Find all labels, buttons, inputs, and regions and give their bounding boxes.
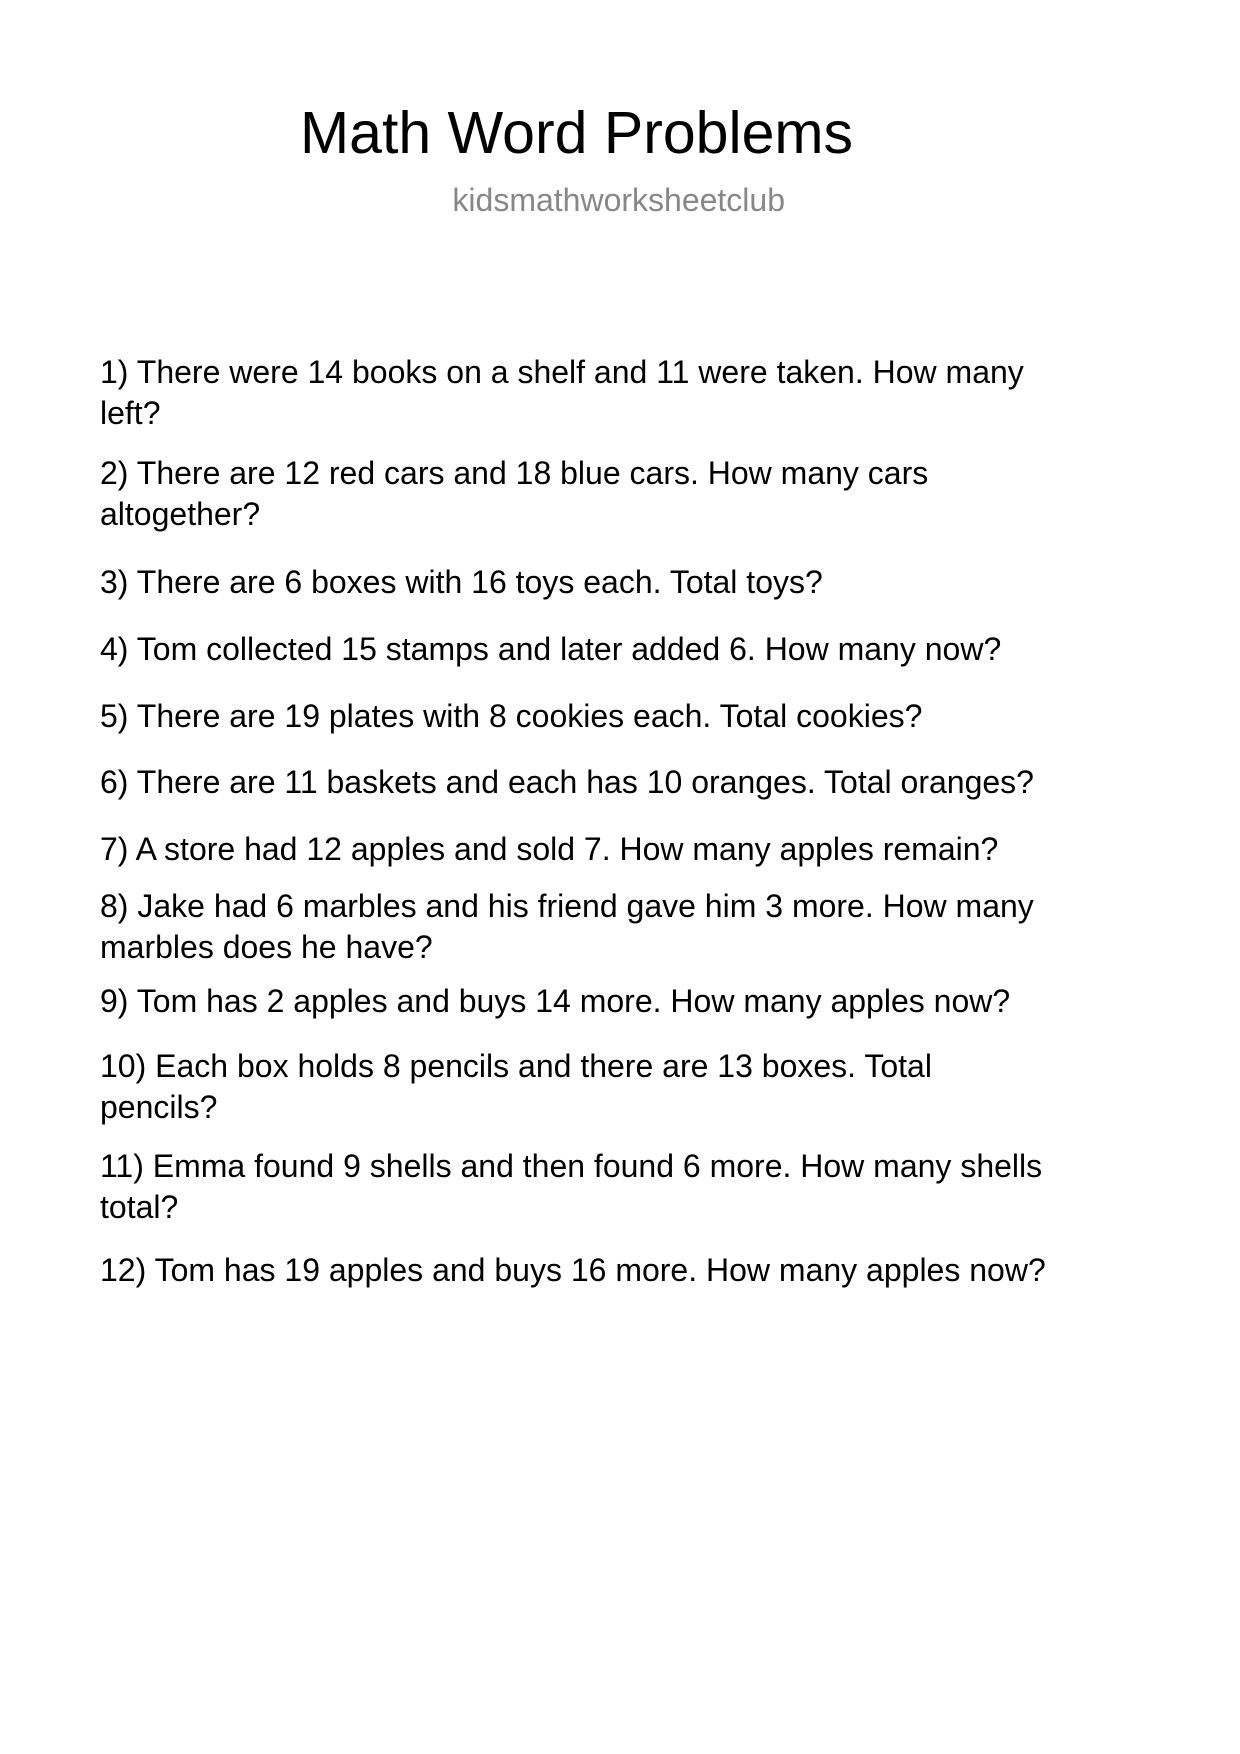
problem-text-line: 3) There are 6 boxes with 16 toys each. Total toys? (100, 564, 823, 600)
problem-text-line: marbles does he have? (100, 929, 433, 965)
problem-text-line: 9) Tom has 2 apples and buys 14 more. How many apples now? (100, 983, 1011, 1019)
problem-text-line: 12) Tom has 19 apples and buys 16 more. How many apples now? (100, 1252, 1046, 1288)
problem-text-line: 5) There are 19 plates with 8 cookies each. Total cookies? (100, 698, 923, 734)
problem-item-11 (100, 1146, 1042, 1228)
problem-text-line: 8) Jake had 6 marbles and his friend gave him 3 more. How many (100, 888, 1034, 924)
problem-item-1 (100, 352, 1024, 434)
problem-item-9 (100, 981, 1010, 1022)
problem-item-6 (100, 762, 1034, 803)
problem-item-12 (100, 1250, 1046, 1291)
problem-text-line: 1) There were 14 books on a shelf and 11 were taken. How many (100, 354, 1024, 390)
problem-text-line: altogether? (100, 496, 261, 532)
page-title: Math Word Problems (300, 100, 854, 166)
site-name-subtitle: kidsmathworksheetclub (452, 182, 785, 218)
problem-item-3 (100, 562, 823, 603)
problem-item-2 (100, 453, 928, 535)
problem-text-line: 10) Each box holds 8 pencils and there are 13 boxes. Total (100, 1048, 932, 1084)
problem-text-line: 2) There are 12 red cars and 18 blue cars. How many cars (100, 455, 929, 491)
problem-text-line: 7) A store had 12 apples and sold 7. How many apples remain? (100, 831, 999, 867)
problem-item-10 (100, 1046, 932, 1128)
problem-item-4 (100, 629, 1001, 670)
problem-item-7 (100, 829, 998, 870)
problem-item-5 (100, 696, 922, 737)
problem-text-line: total? (100, 1189, 179, 1225)
problem-text-line: 11) Emma found 9 shells and then found 6 more. How many shells (100, 1148, 1043, 1184)
problem-text-line: 4) Tom collected 15 stamps and later added 6. How many now? (100, 631, 1002, 667)
problem-text-line: left? (100, 395, 161, 431)
problem-text-line: pencils? (100, 1089, 218, 1125)
problem-item-8 (100, 886, 1034, 968)
problem-text-line: 6) There are 11 baskets and each has 10 oranges. Total oranges? (100, 764, 1034, 800)
